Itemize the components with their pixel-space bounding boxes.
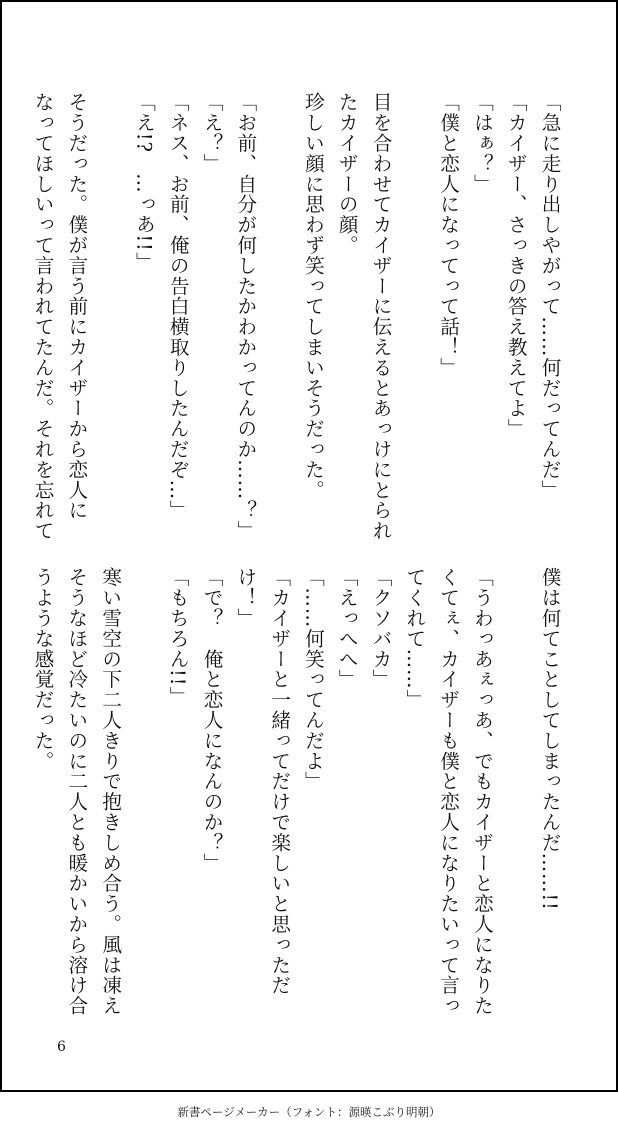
bottom-line: 「で？ 俺と恋人になんのか？」 [200, 567, 224, 873]
top-line: なってほしいって言われてたんだ。それを忘れて [31, 92, 55, 541]
top-line: 「カイザー、さっきの答え教えてよ」 [504, 92, 528, 439]
top-line: 珍しい顔に思わず笑ってしまいそうだった。 [301, 92, 325, 500]
top-line [397, 92, 431, 532]
top-line: たカイザーの顔。 [335, 92, 359, 256]
footer-caption: 新書ページメーカー（フォント：源暎こぶり明朝） [177, 1105, 441, 1119]
bottom-line: そうなほど冷たいのに二人とも暖かいから溶け合 [64, 567, 88, 1016]
top-line: 「はぁ？」 [470, 92, 494, 194]
bottom-line: てくれて……」 [402, 567, 426, 710]
top-line: そうだった。僕が言う前にカイザーから恋人に [64, 92, 88, 521]
bottom-line: うような感覚だった。 [31, 567, 55, 771]
bottom-line: 寒い雪空の下二人きりで抱きしめ合う。風は凍え [98, 567, 122, 1016]
bottom-line: 「うわっあぇっあ、でもカイザーと恋人になりた [470, 567, 494, 1016]
top-line: 「ネス、お前、俺の告白横取りしたんだぞ…」 [166, 92, 190, 521]
top-line [262, 92, 296, 532]
bottom-line: くてぇ、カイザーも僕と恋人になりたいって言っ [436, 567, 460, 1016]
bottom-line: 僕は何てことしてしまったんだ……!! [538, 567, 561, 911]
bottom-line [498, 567, 532, 1017]
top-line: 「え!? …っあ!!」 [132, 92, 156, 273]
bottom-line: 「えっへへ」 [335, 567, 359, 690]
bottom-line: 「クソバカ」 [369, 567, 393, 690]
bottom-line: 「……何笑ってんだよ」 [301, 567, 325, 792]
top-line: 「お前、自分が何したかわかってんのか……？」 [233, 92, 257, 541]
bottom-line [127, 567, 161, 1017]
bottom-line: け！」 [233, 567, 257, 629]
top-line [93, 92, 127, 532]
top-line: 「急に走り出しやがって……何だってんだ」 [538, 92, 561, 500]
top-line: 目を合わせてカイザーに伝えるとあっけにとられ [369, 92, 393, 541]
top-line: 「僕と恋人になってって話！」 [436, 92, 460, 378]
text-block-top [31, 92, 566, 541]
bottom-line: 「もちろん!!」 [166, 567, 190, 707]
text-block-bottom [31, 567, 566, 1017]
top-line: 「え？」 [200, 92, 224, 174]
page-number: 6 [57, 1039, 66, 1055]
bottom-line: 「カイザーと一緒ってだけで楽しいと思っただ [267, 567, 291, 996]
